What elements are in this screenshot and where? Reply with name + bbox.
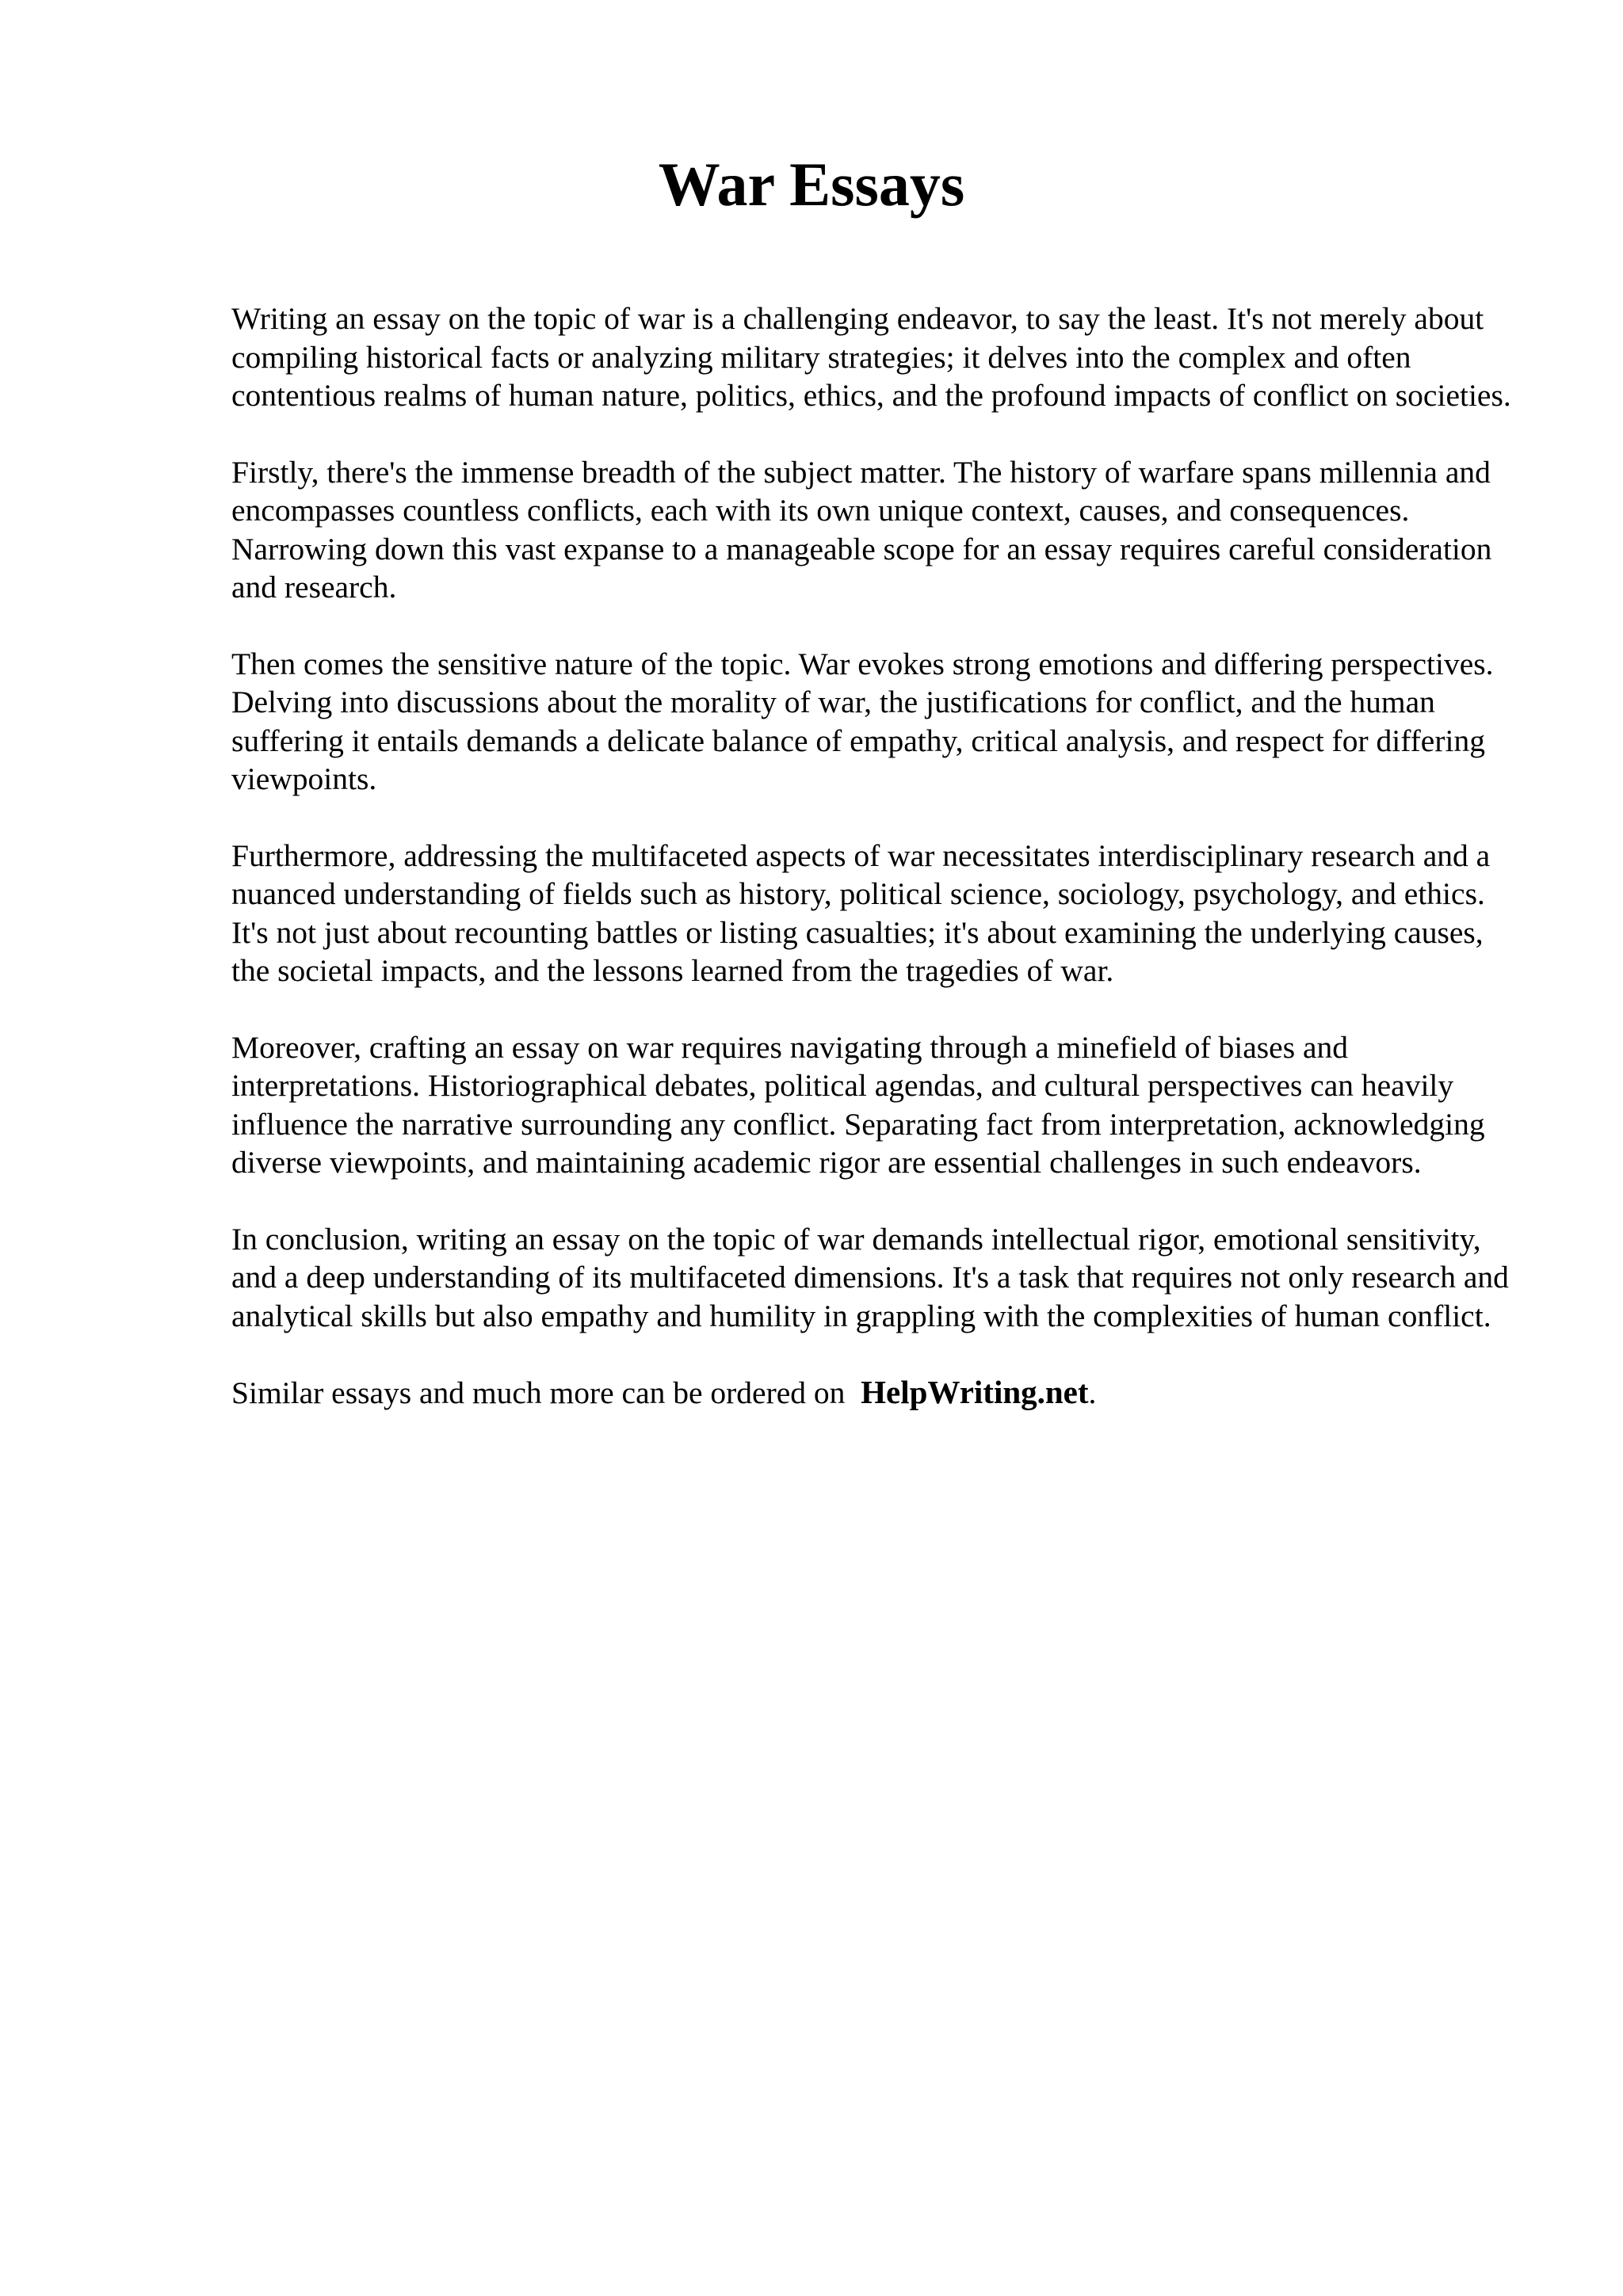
brand-link[interactable]: HelpWriting.net [861,1374,1089,1410]
document-body [231,299,1523,1413]
document-title: War Essays [658,150,965,219]
promo-period: . [1088,1375,1097,1410]
paragraph-2: Firstly, there's the immense breadth of the subject matter. The history of warfare spans millennia and encompasses countless conflicts, each with its own unique context, causes, and consequences. Narrowing down this vast expanse to a manageable scope for an essay requires careful consideration and research. [231,454,1492,605]
paragraph-4: Furthermore, addressing the multifaceted aspects of war necessitates interdisciplinary research and a nuanced understanding of fields such as history, political science, sociology, psychology, and ethics. It's not just about recounting battles or listing casualties; it's about examining the underlying causes, the societal impacts, and the lessons learned from the tragedies of war. [231,837,1491,988]
paragraph-6: In conclusion, writing an essay on the topic of war demands intellectual rigor, emotional sensitivity, and a deep understanding of its multifaceted dimensions. It's a task that requires not only research and analytical skills but also empathy and humility in grappling with the complexities of human conflict. [231,1221,1509,1333]
paragraph-3: Then comes the sensitive nature of the topic. War evokes strong emotions and differing perspectives. Delving into discussions about the morality of war, the justifications for conflict, and the human suffering it entails demands a delicate balance of empathy, critical analysis, and respect for differing viewpoints. [231,646,1494,796]
paragraph-1: Writing an essay on the topic of war is a challenging endeavor, to say the least. It's not merely about compiling historical facts or analyzing military strategies; it delves into the complex and often contentious realms of human nature, politics, ethics, and the profound impacts of conflict on societies. [231,301,1511,413]
paragraph-5: Moreover, crafting an essay on war requires navigating through a minefield of biases and interpretations. Historiographical debates, political agendas, and cultural perspectives can heavily influence the narrative surrounding any conflict. Separating fact from interpretation, acknowledging diverse viewpoints, and maintaining academic rigor are essential challenges in such endeavors. [231,1029,1485,1180]
promo-line [231,1373,1523,1413]
promo-text: Similar essays and much more can be ordered on [231,1375,846,1410]
